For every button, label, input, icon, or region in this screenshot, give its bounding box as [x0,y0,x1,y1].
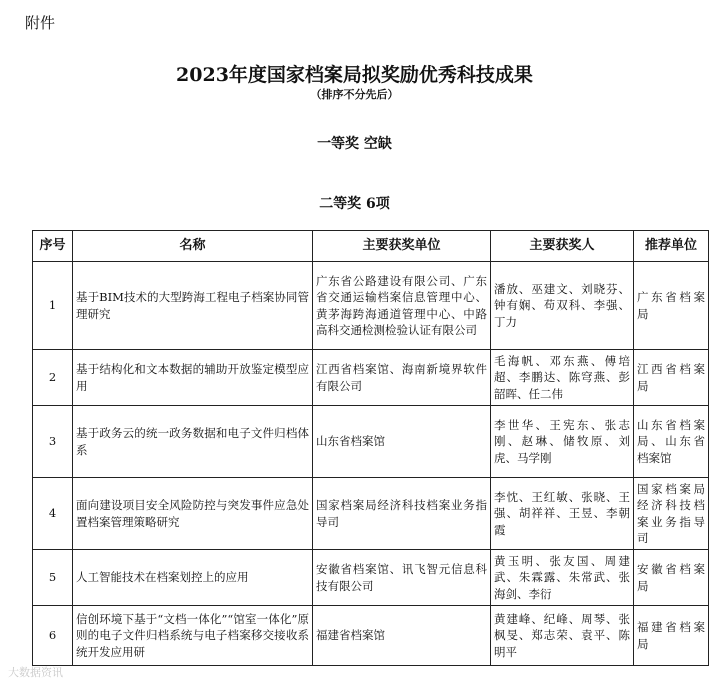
row-people: 黄玉明、张友国、周建武、朱霖露、朱常武、张海剑、李衍 [491,550,634,606]
row-name: 信创环境下基于“文档一体化”“馆室一体化”原则的电子文件归档系统与电子档案移交接收系统开发应用研 [73,606,313,666]
row-recommender: 山东省档案局、山东省档案馆 [634,406,709,478]
column-header-people: 主要获奖人 [491,231,634,262]
row-number: 3 [33,406,73,478]
first-prize-heading: 一等奖 空缺 [317,136,392,152]
row-recommender: 江西省档案局 [634,350,709,406]
row-people: 李世华、王宪东、张志刚、赵琳、储牧原、刘虎、马学刚 [491,406,634,478]
row-units: 山东省档案馆 [313,406,491,478]
row-recommender: 国家档案局经济科技档案业务指导司 [634,478,709,550]
document-title: 2023年度国家档案局拟奖励优秀科技成果 [176,64,533,86]
table-row [33,406,709,478]
row-people: 李忱、王红敏、张晓、王强、胡祥祥、王昱、李朝霞 [491,478,634,550]
row-units: 安徽省档案馆、讯飞智元信息科技有限公司 [313,550,491,606]
row-name: 人工智能技术在档案划控上的应用 [73,550,313,606]
row-people: 黄建峰、纪峰、周琴、张枫旻、郑志荣、袁平、陈明平 [491,606,634,666]
row-recommender: 福建省档案局 [634,606,709,666]
row-people: 潘放、巫建文、刘晓芬、钟有娴、苟双科、李强、丁力 [491,262,634,350]
watermark: 大数据资讯 [8,666,63,679]
row-units: 江西省档案馆、海南新境界软件有限公司 [313,350,491,406]
row-number: 5 [33,550,73,606]
attachment-label: 附件 [25,14,56,32]
column-header-name: 名称 [73,231,313,262]
table-header-row [33,231,709,262]
row-number: 6 [33,606,73,666]
row-units: 国家档案局经济科技档案业务指导司 [313,478,491,550]
row-number: 1 [33,262,73,350]
table-row [33,478,709,550]
row-name: 面向建设项目安全风险防控与突发事件应急处置档案管理策略研究 [73,478,313,550]
table-row [33,550,709,606]
row-units: 广东省公路建设有限公司、广东省交通运输档案信息管理中心、黄茅海跨海通道管理中心、中路高科交通检测检验认证有限公司 [313,262,491,350]
row-name: 基于政务云的统一政务数据和电子文件归档体系 [73,406,313,478]
column-header-number: 序号 [33,231,73,262]
row-recommender: 广东省档案局 [634,262,709,350]
row-number: 4 [33,478,73,550]
column-header-recommender: 推荐单位 [634,231,709,262]
row-number: 2 [33,350,73,406]
document-subtitle: （排序不分先后） [310,88,399,101]
column-header-units: 主要获奖单位 [313,231,491,262]
table-row [33,606,709,666]
awards-table [32,230,709,666]
row-name: 基于BIM技术的大型跨海工程电子档案协同管理研究 [73,262,313,350]
second-prize-heading: 二等奖 6项 [319,196,390,212]
table-row [33,350,709,406]
row-recommender: 安徽省档案局 [634,550,709,606]
row-name: 基于结构化和文本数据的辅助开放鉴定模型应用 [73,350,313,406]
row-units: 福建省档案馆 [313,606,491,666]
table-row [33,262,709,350]
row-people: 毛海帆、邓东燕、傅培超、李鹏达、陈穹燕、彭韶晖、任二伟 [491,350,634,406]
